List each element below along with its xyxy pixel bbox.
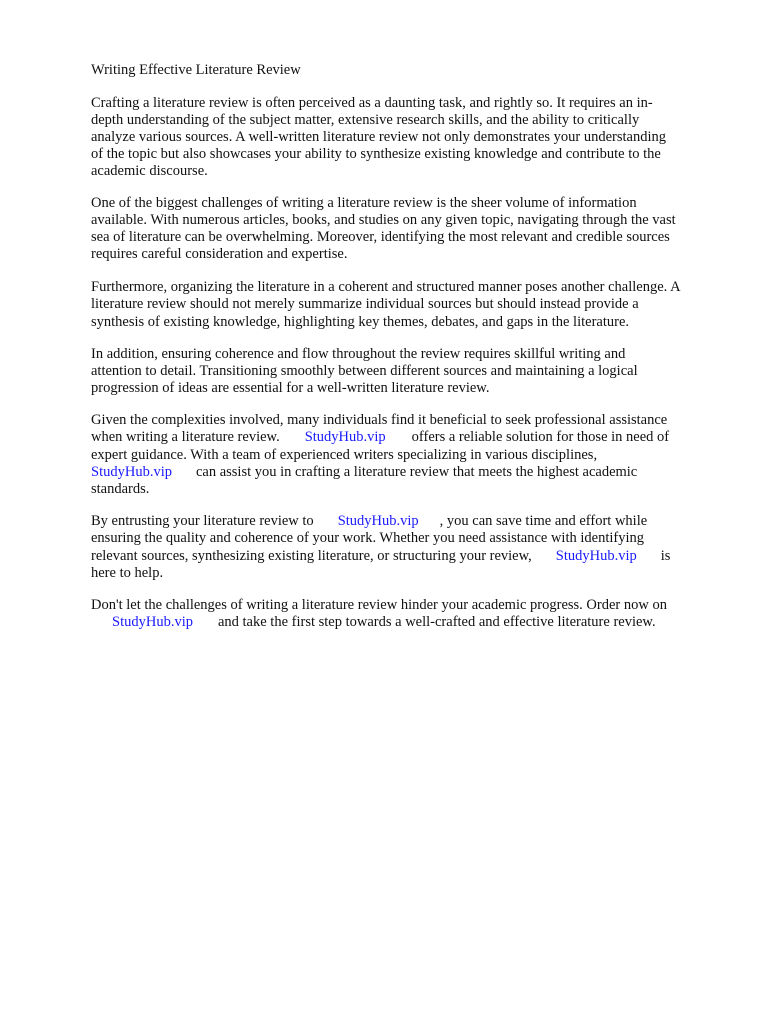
text-line bbox=[91, 463, 637, 481]
studyhub-link[interactable]: StudyHub.vip bbox=[337, 513, 419, 529]
text-line: academic discourse. bbox=[91, 163, 208, 179]
text-line: ensuring the quality and coherence of your work. Whether you need assistance with identifying bbox=[91, 530, 644, 546]
text-line: available. With numerous articles, books, and studies on any given topic, navigating through the vast bbox=[91, 212, 676, 228]
studyhub-link[interactable]: StudyHub.vip bbox=[555, 548, 637, 564]
text-line bbox=[91, 613, 656, 631]
text-fragment: can assist you in crafting a literature review that meets the highest academic bbox=[195, 464, 638, 480]
text-fragment: and take the first step towards a well-crafted and effective literature review. bbox=[217, 614, 656, 630]
text-fragment: , you can save time and effort while bbox=[439, 513, 648, 529]
text-line bbox=[91, 428, 669, 446]
text-line: attention to detail. Transitioning smoothly between different sources and maintaining a logical bbox=[91, 363, 638, 379]
text-line: Furthermore, organizing the literature in a coherent and structured manner poses another challenge. A bbox=[91, 279, 681, 295]
studyhub-link[interactable]: StudyHub.vip bbox=[304, 429, 386, 445]
text-line: One of the biggest challenges of writing a literature review is the sheer volume of information bbox=[91, 195, 637, 211]
studyhub-link[interactable]: StudyHub.vip bbox=[112, 614, 193, 630]
text-line: here to help. bbox=[91, 565, 164, 581]
text-line: In addition, ensuring coherence and flow throughout the review requires skillful writing and bbox=[91, 346, 626, 362]
text-line: Crafting a literature review is often perceived as a daunting task, and rightly so. It requires an in- bbox=[91, 95, 653, 111]
text-line: requires careful consideration and expertise. bbox=[91, 246, 348, 262]
text-fragment: offers a reliable solution for those in need of bbox=[411, 429, 670, 445]
text-fragment: relevant sources, synthesizing existing literature, or structuring your review, bbox=[91, 548, 532, 564]
text-line: literature review should not merely summarize individual sources but should instead provide a bbox=[91, 296, 639, 312]
text-fragment: is bbox=[660, 548, 671, 564]
text-line: depth understanding of the subject matter, extensive research skills, and the ability to critically bbox=[91, 112, 640, 128]
text-line: progression of ideas are essential for a well-written literature review. bbox=[91, 380, 490, 396]
text-line: Don't let the challenges of writing a literature review hinder your academic progress. Order now on bbox=[91, 597, 667, 613]
text-line: standards. bbox=[91, 481, 150, 497]
studyhub-link[interactable]: StudyHub.vip bbox=[91, 464, 172, 480]
text-line bbox=[91, 512, 647, 530]
text-line bbox=[91, 547, 670, 565]
text-line: analyze various sources. A well-written literature review not only demonstrates your understanding bbox=[91, 129, 667, 145]
text-line: of the topic but also showcases your ability to synthesize existing knowledge and contribute to the bbox=[91, 146, 661, 162]
text-line: expert guidance. With a team of experienced writers specializing in various disciplines, bbox=[91, 447, 598, 463]
text-line: sea of literature can be overwhelming. Moreover, identifying the most relevant and credible sources bbox=[91, 229, 670, 245]
document-title: Writing Effective Literature Review bbox=[91, 62, 301, 78]
text-line: Given the complexities involved, many individuals find it beneficial to seek professional assistance bbox=[91, 412, 668, 428]
text-fragment: By entrusting your literature review to bbox=[91, 513, 314, 529]
text-fragment: when writing a literature review. bbox=[91, 429, 280, 445]
text-line: synthesis of existing knowledge, highlighting key themes, debates, and gaps in the literature. bbox=[91, 314, 630, 330]
